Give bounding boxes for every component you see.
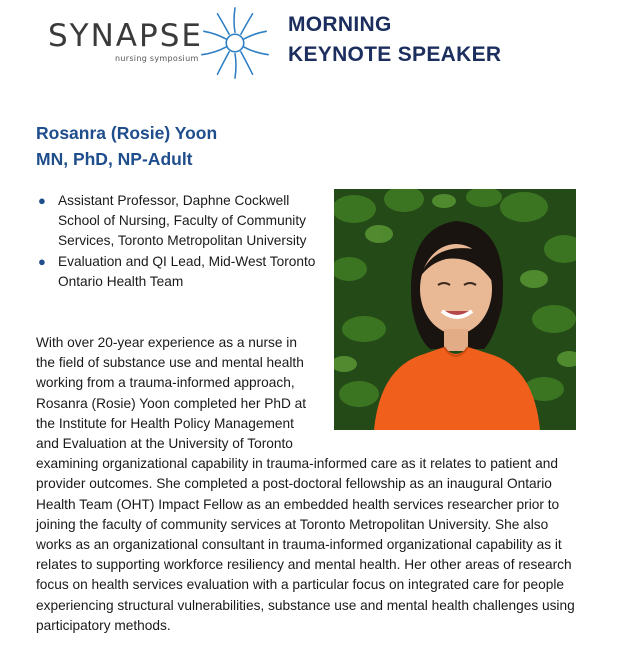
event-title <box>288 10 501 70</box>
event-title-line-2: KEYNOTE SPEAKER <box>288 43 502 66</box>
event-title-line-1: MORNING <box>288 13 392 36</box>
list-item <box>36 252 332 292</box>
speaker-bio <box>36 333 576 636</box>
role-text: Evaluation and QI Lead, Mid-West Toronto Ontario Health Team <box>58 253 316 289</box>
speaker-credentials: MN, PhD, NP-Adult <box>36 149 193 169</box>
bullet-icon: ● <box>38 193 46 208</box>
speaker-roles-list <box>36 191 332 292</box>
synapse-neuron-icon <box>196 4 274 82</box>
role-text: Assistant Professor, Daphne Cockwell School of Nursing, Faculty of Community Services, Toronto Metropolitan University <box>58 193 307 249</box>
bullet-icon: ● <box>38 253 46 269</box>
bio-text: With over 20-year experience as a nurse in the field of substance use and mental health working from a trauma-informed approach, Rosanra (Rosie) Yoon completed her PhD at the Institute for Health Policy Management and Evaluation at the University of Toronto examining organizational capability in trauma-informed care as it relates to patient and provider outcomes. She completed a post-doctoral fellowship as an inaugural Ontario Health Team (OHT) Impact Fellow as an embedded health services researcher prior to joining the faculty of community services at Toronto Metropolitan University. She also works as an organizational consultant in trauma-informed organizational capability as it relates to supporting workforce resiliency and mental health. Her other areas of research focus on health services evaluation with a particular focus on integrated care for people experiencing structural vulnerabilities, substance use and mental health challenges using participatory methods. <box>36 335 575 633</box>
speaker-name: Rosanra (Rosie) Yoon <box>36 123 218 143</box>
logo-subtitle: nursing symposium <box>115 54 199 63</box>
list-item <box>36 191 332 252</box>
logo-wordmark: SYNAPSE <box>48 18 203 54</box>
